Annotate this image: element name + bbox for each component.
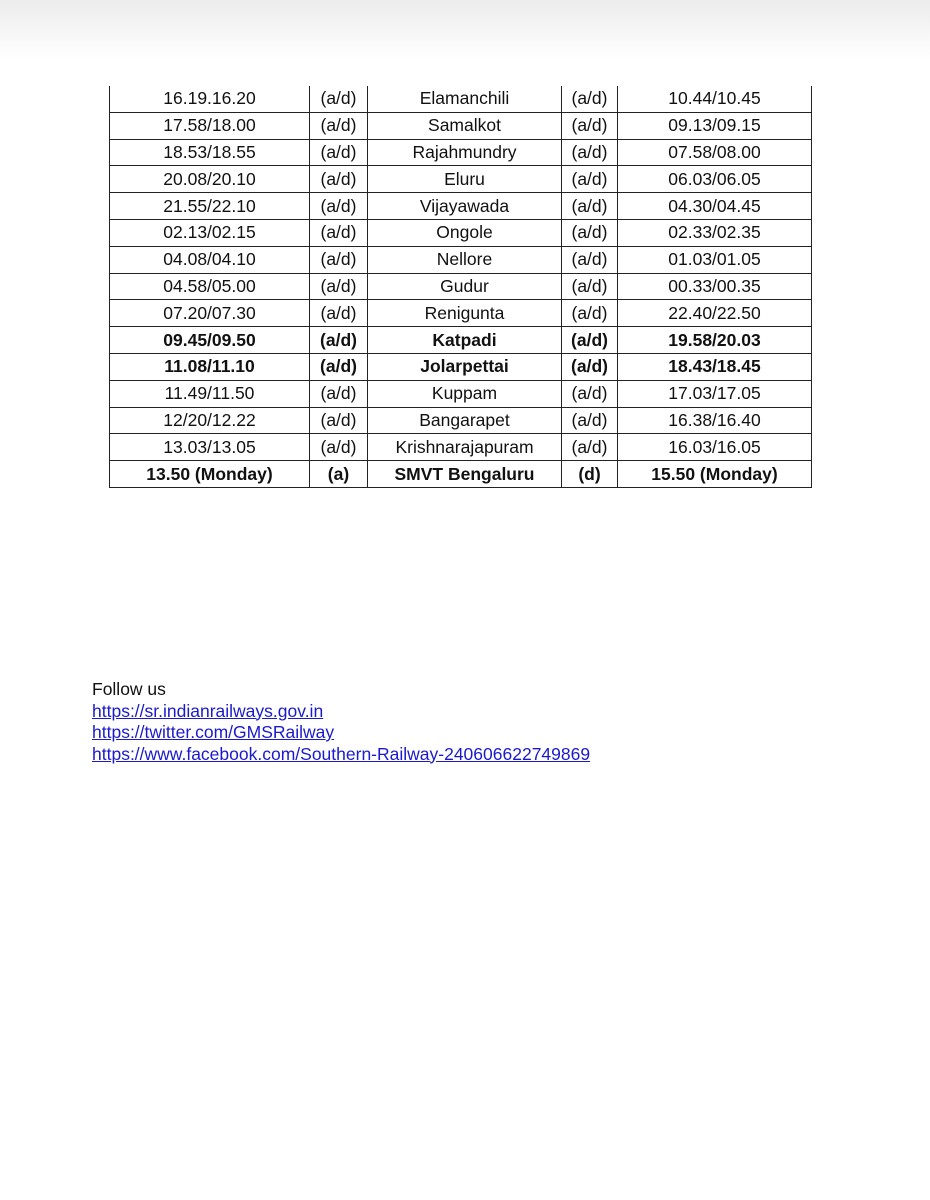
station-name: Gudur [368, 273, 562, 300]
ad-indicator-up: (a/d) [310, 193, 368, 220]
station-name: Rajahmundry [368, 139, 562, 166]
arrival-departure-time-up: 11.08/11.10 [110, 353, 310, 380]
follow-us-section [92, 679, 590, 765]
ad-indicator-down: (a/d) [562, 166, 618, 193]
arrival-departure-time-down: 17.03/17.05 [618, 380, 812, 407]
arrival-departure-time-up: 02.13/02.15 [110, 219, 310, 246]
ad-indicator-down: (a/d) [562, 246, 618, 273]
arrival-departure-time-up: 16.19.16.20 [110, 86, 310, 112]
arrival-departure-time-down: 00.33/00.35 [618, 273, 812, 300]
follow-us-label: Follow us [92, 679, 166, 699]
arrival-departure-time-down: 18.43/18.45 [618, 353, 812, 380]
timetable-row [110, 461, 812, 488]
station-name: Bangarapet [368, 407, 562, 434]
ad-indicator-up: (a/d) [310, 86, 368, 112]
ad-indicator-down: (a/d) [562, 273, 618, 300]
ad-indicator-up: (a/d) [310, 434, 368, 461]
arrival-departure-time-up: 18.53/18.55 [110, 139, 310, 166]
link-twitter[interactable]: https://twitter.com/GMSRailway [92, 722, 335, 742]
ad-indicator-up: (a/d) [310, 353, 368, 380]
arrival-departure-time-up: 11.49/11.50 [110, 380, 310, 407]
train-timetable [109, 86, 812, 488]
ad-indicator-down: (a/d) [562, 407, 618, 434]
timetable-row [110, 300, 812, 327]
ad-indicator-down: (d) [562, 461, 618, 488]
page-top-shadow [0, 0, 930, 60]
ad-indicator-up: (a/d) [310, 219, 368, 246]
station-name: Kuppam [368, 380, 562, 407]
station-name: Vijayawada [368, 193, 562, 220]
ad-indicator-down: (a/d) [562, 353, 618, 380]
timetable-row [110, 112, 812, 139]
arrival-departure-time-up: 13.03/13.05 [110, 434, 310, 461]
arrival-departure-time-down: 02.33/02.35 [618, 219, 812, 246]
station-name: Ongole [368, 219, 562, 246]
timetable-row [110, 193, 812, 220]
timetable-row [110, 246, 812, 273]
timetable-row [110, 327, 812, 354]
arrival-departure-time-up: 20.08/20.10 [110, 166, 310, 193]
station-name: Krishnarajapuram [368, 434, 562, 461]
timetable-row [110, 380, 812, 407]
station-name: Samalkot [368, 112, 562, 139]
ad-indicator-down: (a/d) [562, 434, 618, 461]
arrival-departure-time-down: 07.58/08.00 [618, 139, 812, 166]
timetable-row [110, 273, 812, 300]
faint-watermark [560, 590, 564, 607]
timetable-row [110, 219, 812, 246]
station-name: Renigunta [368, 300, 562, 327]
arrival-departure-time-down: 16.38/16.40 [618, 407, 812, 434]
arrival-departure-time-down: 16.03/16.05 [618, 434, 812, 461]
ad-indicator-up: (a/d) [310, 166, 368, 193]
ad-indicator-down: (a/d) [562, 327, 618, 354]
arrival-departure-time-up: 12/20/12.22 [110, 407, 310, 434]
ad-indicator-up: (a/d) [310, 300, 368, 327]
timetable-row [110, 166, 812, 193]
arrival-departure-time-up: 21.55/22.10 [110, 193, 310, 220]
arrival-departure-time-down: 15.50 (Monday) [618, 461, 812, 488]
ad-indicator-down: (a/d) [562, 219, 618, 246]
timetable-row [110, 434, 812, 461]
link-facebook[interactable]: https://www.facebook.com/Southern-Railway-240606622749869 [92, 743, 591, 764]
ad-indicator-up: (a/d) [310, 327, 368, 354]
timetable-body [110, 86, 812, 487]
ad-indicator-up: (a/d) [310, 407, 368, 434]
arrival-departure-time-down: 19.58/20.03 [618, 327, 812, 354]
ad-indicator-up: (a/d) [310, 139, 368, 166]
timetable-row [110, 353, 812, 380]
station-name: Nellore [368, 246, 562, 273]
ad-indicator-up: (a/d) [310, 246, 368, 273]
arrival-departure-time-down: 04.30/04.45 [618, 193, 812, 220]
ad-indicator-down: (a/d) [562, 193, 618, 220]
arrival-departure-time-down: 10.44/10.45 [618, 86, 812, 112]
station-name: Katpadi [368, 327, 562, 354]
arrival-departure-time-down: 09.13/09.15 [618, 112, 812, 139]
arrival-departure-time-down: 22.40/22.50 [618, 300, 812, 327]
ad-indicator-up: (a/d) [310, 273, 368, 300]
ad-indicator-up: (a/d) [310, 380, 368, 407]
link-sr-indianrailways[interactable]: https://sr.indianrailways.gov.in [92, 700, 324, 721]
station-name: SMVT Bengaluru [368, 461, 562, 488]
ad-indicator-down: (a/d) [562, 380, 618, 407]
arrival-departure-time-up: 07.20/07.30 [110, 300, 310, 327]
ad-indicator-up: (a) [310, 461, 368, 488]
arrival-departure-time-up: 04.08/04.10 [110, 246, 310, 273]
ad-indicator-down: (a/d) [562, 300, 618, 327]
ad-indicator-up: (a/d) [310, 112, 368, 139]
arrival-departure-time-up: 13.50 (Monday) [110, 461, 310, 488]
timetable-row [110, 407, 812, 434]
station-name: Jolarpettai [368, 353, 562, 380]
ad-indicator-down: (a/d) [562, 139, 618, 166]
station-name: Eluru [368, 166, 562, 193]
arrival-departure-time-up: 17.58/18.00 [110, 112, 310, 139]
arrival-departure-time-down: 01.03/01.05 [618, 246, 812, 273]
timetable-row [110, 86, 812, 112]
arrival-departure-time-down: 06.03/06.05 [618, 166, 812, 193]
station-name: Elamanchili [368, 86, 562, 112]
arrival-departure-time-up: 09.45/09.50 [110, 327, 310, 354]
arrival-departure-time-up: 04.58/05.00 [110, 273, 310, 300]
ad-indicator-down: (a/d) [562, 112, 618, 139]
ad-indicator-down: (a/d) [562, 86, 618, 112]
timetable-row [110, 139, 812, 166]
